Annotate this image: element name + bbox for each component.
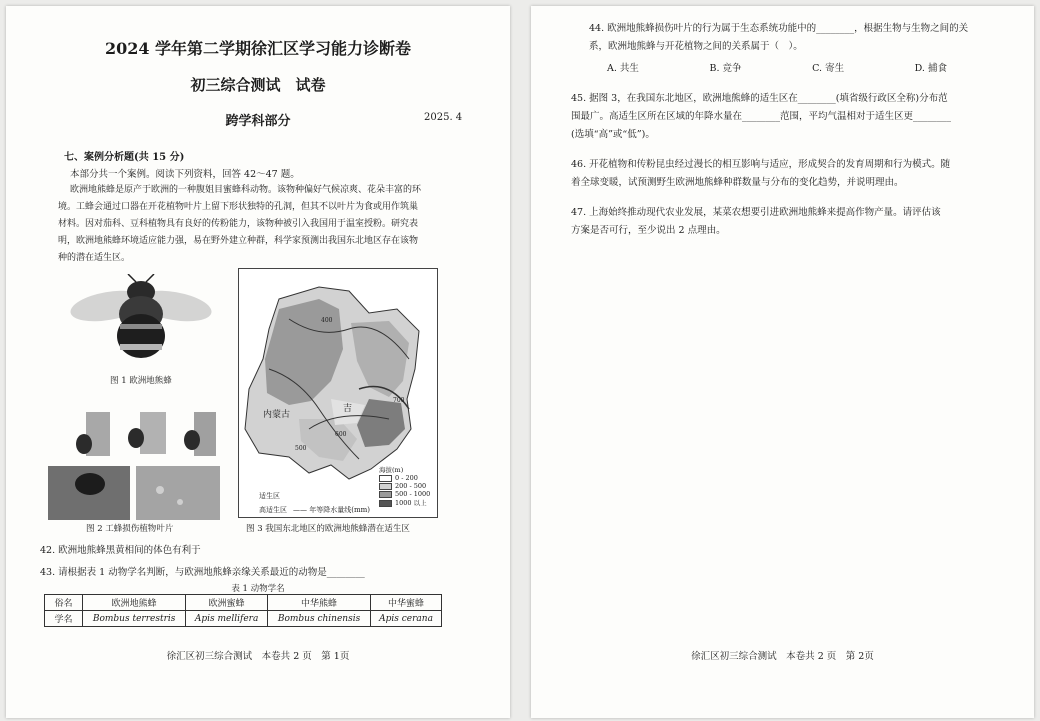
passage-line: 境。工蜂会通过口器在开花植物叶片上留下形状独特的孔洞，但其不以叶片为食或用作筑巢 xyxy=(58,202,419,212)
page-footer: 徐汇区初三综合测试 本卷共 2 页 第 1页 xyxy=(166,651,350,662)
question-line: 47. 上海始终推动现代农业发展，某菜农想要引进欧洲地熊蜂来提高作物产量。请评估该 xyxy=(571,207,941,218)
passage-line: 欧洲地熊蜂是原产于欧洲的一种腹姐目蜜蜂科动物。该物种偏好气候凉爽、花朵丰富的环 xyxy=(70,185,422,195)
question-44 xyxy=(589,20,968,56)
legend-item: 500 - 1000 xyxy=(395,490,431,498)
legend-title: 海拔(m) xyxy=(379,466,404,474)
exam-page-2 xyxy=(531,6,1034,718)
leaf-damage-photos xyxy=(48,408,220,520)
map-zone-label: 适生区 xyxy=(259,492,280,500)
option-b: B. 竞争 xyxy=(709,63,742,74)
option-c: C. 寄生 xyxy=(812,63,845,74)
table-cell: Bombus terrestris xyxy=(83,611,186,627)
legend-swatch xyxy=(379,500,392,507)
figure-3-caption: 图 3 我国东北地区的欧洲地熊蜂潜在适生区 xyxy=(246,524,410,534)
map-isohyet-label: —— 年等降水量线(mm) xyxy=(293,506,370,514)
passage xyxy=(58,182,458,267)
question-line: 着全球变暖，试预测野生欧洲地熊蜂种群数量与分布的变化趋势，并说明理由。 xyxy=(571,177,904,188)
table-row xyxy=(45,611,442,627)
section-intro: 本部分共一个案例。阅读下列资料，回答 42～47 题。 xyxy=(70,169,300,180)
figure-1-caption: 图 1 欧洲地熊蜂 xyxy=(110,376,172,386)
table-cell: Apis mellifera xyxy=(186,611,268,627)
legend-item: 200 - 500 xyxy=(395,482,427,490)
question-line: 围最广。高适生区所在区域的年降水量在________范围，平均气温相对于适生区更________ xyxy=(571,111,952,122)
map-label-neimenggu: 内蒙古 xyxy=(263,410,291,420)
table-cell: 俗名 xyxy=(45,595,83,611)
map-contour-label: 400 xyxy=(321,317,333,324)
map-legend xyxy=(379,465,430,507)
question-line: 46. 开花植物和传粉昆虫经过漫长的相互影响与适应，形成契合的发育周期和行为模式。随 xyxy=(571,159,951,170)
question-line: 45. 据图 3，在我国东北地区，欧洲地熊蜂的适生区在________(填省级行政区全称)分布范 xyxy=(571,93,948,104)
question-46 xyxy=(571,156,950,192)
table-cell: 中华熊蜂 xyxy=(268,595,371,611)
table-cell: 欧洲地熊蜂 xyxy=(83,595,186,611)
legend-swatch xyxy=(379,475,392,482)
legend-item: 0 - 200 xyxy=(395,474,418,482)
table-cell: 学名 xyxy=(45,611,83,627)
question-line: 44. 欧洲地熊蜂损伤叶片的行为属于生态系统功能中的________，根据生物与生物之间的关 xyxy=(589,23,969,34)
section-title: 跨学科部分 xyxy=(225,114,291,129)
exam-subtitle: 初三综合测试 试卷 xyxy=(190,76,326,94)
exam-date: 2025. 4 xyxy=(424,112,463,123)
map-label-ji: 吉 xyxy=(343,404,353,414)
table-row xyxy=(45,595,442,611)
section-heading: 七、案例分析题(共 15 分) xyxy=(64,152,185,163)
option-a: A. 共生 xyxy=(607,63,639,74)
table-cell: Apis cerana xyxy=(371,611,442,627)
map-contour-label: 600 xyxy=(335,431,347,438)
table-cell: Bombus chinensis xyxy=(268,611,371,627)
legend-swatch xyxy=(379,483,392,490)
passage-line: 明，欧洲地熊蜂环境适应能力强，易在野外建立种群，科学家预测出我国东北地区存在该物 xyxy=(58,236,419,246)
map-contour-label: 700 xyxy=(393,397,405,404)
passage-line: 种的潜在适生区。 xyxy=(58,253,131,263)
question-line: 方案是否可行，至少说出 2 点理由。 xyxy=(571,225,726,236)
exam-page-1 xyxy=(6,6,510,718)
legend-swatch xyxy=(379,491,392,498)
map-high-zone-label: 高适生区 xyxy=(259,506,287,514)
table-cell: 欧洲蜜蜂 xyxy=(186,595,268,611)
passage-line: 材料。因对茄科、豆科植物具有良好的传粉能力，该物种被引入我国用于温室授粉。研究表 xyxy=(58,219,419,229)
exam-title: 2024 学年第二学期徐汇区学习能力诊断卷 xyxy=(104,39,412,58)
legend-item: 1000 以上 xyxy=(395,499,427,507)
table-title: 表 1 动物学名 xyxy=(231,584,285,594)
question-line: (选填“高”或“低”)。 xyxy=(571,129,655,140)
question-line: 系，欧洲地熊蜂与开花植物之间的关系属于（ ）。 xyxy=(589,41,803,52)
map-contour-label: 500 xyxy=(295,445,307,452)
question-44-options xyxy=(607,60,947,78)
page-footer: 徐汇区初三综合测试 本卷共 2 页 第 2页 xyxy=(691,651,874,662)
northeast-china-map xyxy=(238,268,438,518)
option-d: D. 捕食 xyxy=(914,63,947,74)
question-42: 42. 欧洲地熊蜂黑黄相间的体色有利于 xyxy=(40,545,201,556)
question-45 xyxy=(571,90,951,144)
figure-2-caption: 图 2 工蜂损伤植物叶片 xyxy=(86,524,174,534)
question-47 xyxy=(571,204,941,240)
bumblebee-image xyxy=(66,274,216,366)
question-43: 43. 请根据表 1 动物学名判断，与欧洲地熊蜂亲缘关系最近的动物是________ xyxy=(40,567,365,578)
species-table xyxy=(44,594,442,627)
table-cell: 中华蜜蜂 xyxy=(371,595,442,611)
